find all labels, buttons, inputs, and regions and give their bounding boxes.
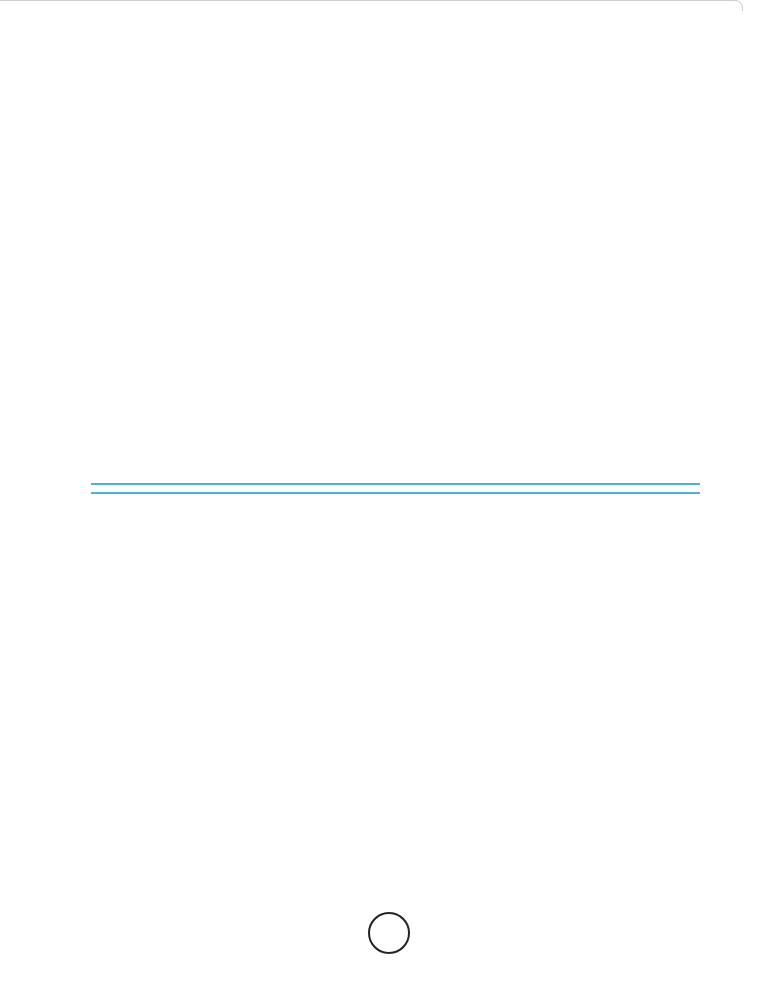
- section-divider: [91, 483, 700, 497]
- page-number: [368, 912, 410, 954]
- alphabet-border-top: [16, 26, 750, 66]
- page-corner-frame: [0, 0, 743, 11]
